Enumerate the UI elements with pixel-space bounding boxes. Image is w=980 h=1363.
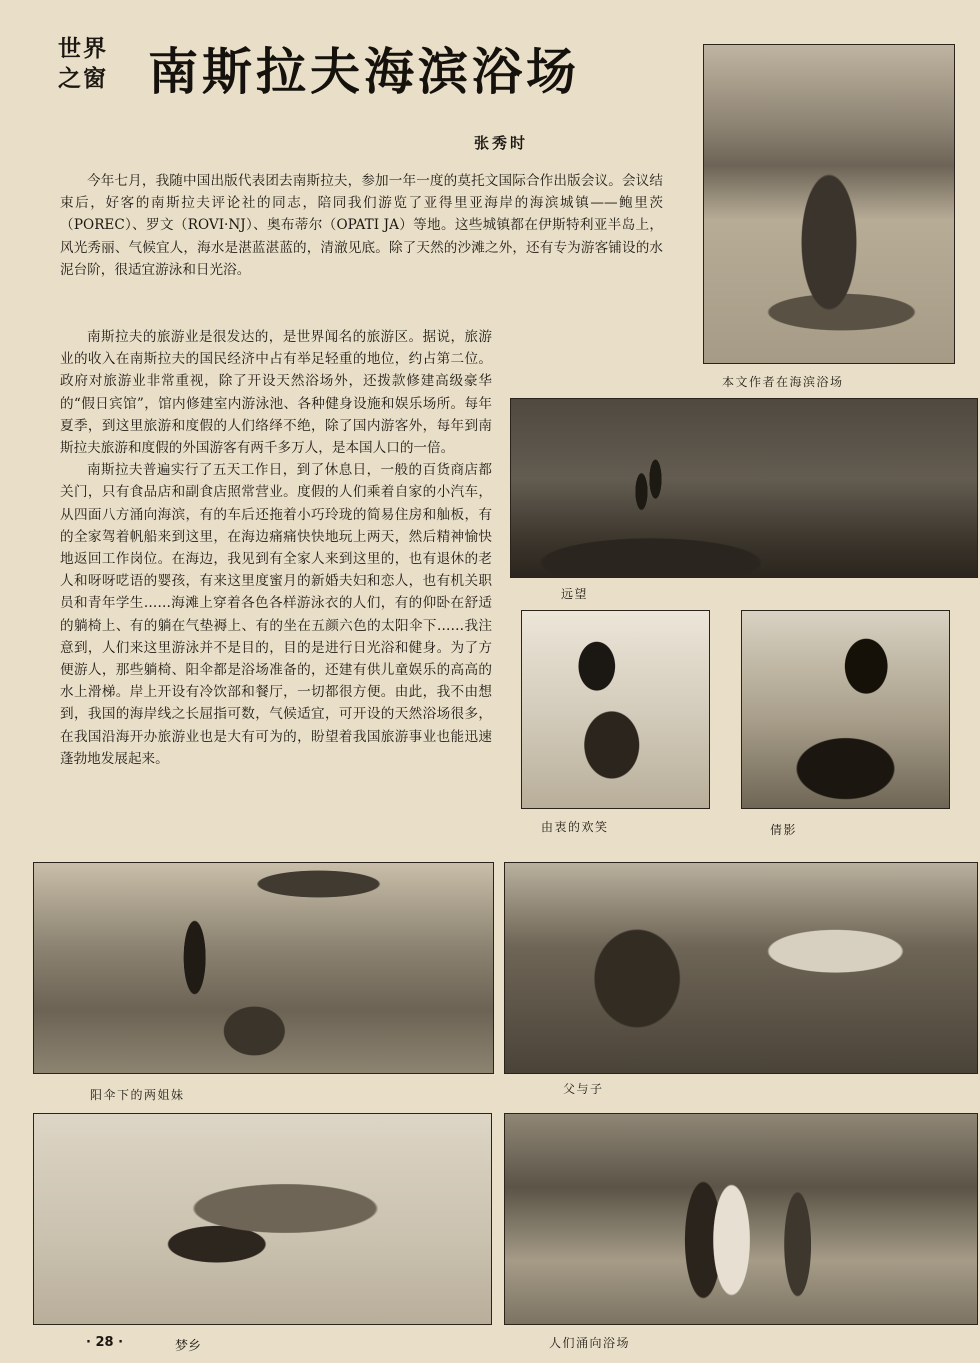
photo-author-at-beach: [703, 44, 955, 364]
caption-silhouette: 倩影: [770, 823, 798, 837]
caption-father-son: 父与子: [563, 1082, 604, 1096]
photo-distant-view: [510, 398, 978, 578]
article-byline: 张秀时: [474, 134, 529, 152]
caption-sisters: 阳伞下的两姐妹: [90, 1088, 185, 1102]
article-title: 南斯拉夫海滨浴场: [148, 43, 580, 101]
page-number: · 28 ·: [86, 1335, 124, 1350]
photo-laughing-woman: [521, 610, 710, 809]
photo-father-and-son: [504, 862, 978, 1074]
article-column-top: [60, 170, 663, 281]
caption-distance: 远望: [561, 587, 589, 601]
caption-author: 本文作者在海滨浴场: [722, 375, 844, 389]
article-paragraph: 南斯拉夫的旅游业是很发达的，是世界闻名的旅游区。据说，旅游业的收入在南斯拉夫的国民经济中占有举足轻重的地位，约占第二位。政府对旅游业非常重视，除了开设天然浴场外，还拨款修建高级豪华的“假日宾馆”，馆内修建室内游泳池、各种健身设施和娱乐场所。每年夏季，到这里旅游和度假的人们络绎不绝，除了国内游客外，每年到南斯拉夫旅游和度假的外国游客有两千多万人，是本国人口的一倍。: [60, 329, 492, 457]
article-paragraph: 南斯拉夫普遍实行了五天工作日，到了休息日，一般的百货商店都关门，只有食品店和副食店照常营业。度假的人们乘着自家的小汽车，从四面八方涌向海滨，有的车后还拖着小巧玲珑的简易住房和舢板，有的全家驾着帆船来到这里，在海边痛痛快快地玩上两天，然后精神愉快地返回工作岗位。在海边，我见到有全家人来到这里的，也有退休的老人和呀呀呓语的婴孩，有来这里度蜜月的新婚夫妇和恋人，也有机关职员和青年学生……海滩上穿着各色各样游泳衣的人们，有的仰卧在舒适的躺椅上、有的躺在气垫褥上、有的坐在五颜六色的太阳伞下……我注意到，人们来这里游泳并不是目的，目的是进行日光浴和健身。为了方便游人，那些躺椅、阳伞都是浴场准备的，还建有供儿童娱乐的高高的水上滑梯。岸上开设有冷饮部和餐厅，一切都很方便。由此，我不由想到，我国的海岸线之长屈指可数，气候适宜，可开设的天然浴场很多，在我国沿海开办旅游业也是大有可为的，盼望着我国旅游事业也能迅速蓬勃地发展起来。: [60, 462, 492, 767]
photo-crowd-to-beach: [504, 1113, 978, 1325]
section-tag-line2: 之窗: [58, 66, 108, 92]
photo-sunbathers: [33, 1113, 492, 1325]
article-column-main: [60, 326, 492, 770]
section-tag-line1: 世界: [58, 36, 108, 62]
article-paragraph: 今年七月，我随中国出版代表团去南斯拉夫，参加一年一度的莫托文国际合作出版会议。会议结束后，好客的南斯拉夫评论社的同志，陪同我们游览了亚得里亚海岸的海滨城镇——鲍里茨（POREC）、罗文（ROVI·NJ）、奥布蒂尔（OPATI JA）等地。这些城镇都在伊斯特利亚半岛上，风光秀丽、气候宜人，海水是湛蓝湛蓝的，清澈见底。除了天然的沙滩之外，还有专为游客铺设的水泥台阶，很适宜游泳和日光浴。: [60, 173, 663, 278]
section-tag: [58, 34, 118, 94]
caption-laugh: 由衷的欢笑: [541, 820, 609, 834]
magazine-name: 梦乡: [175, 1339, 202, 1354]
caption-crowd: 人们涌向浴场: [549, 1336, 631, 1350]
photo-two-sisters-umbrella: [33, 862, 494, 1074]
photo-silhouette: [741, 610, 950, 809]
